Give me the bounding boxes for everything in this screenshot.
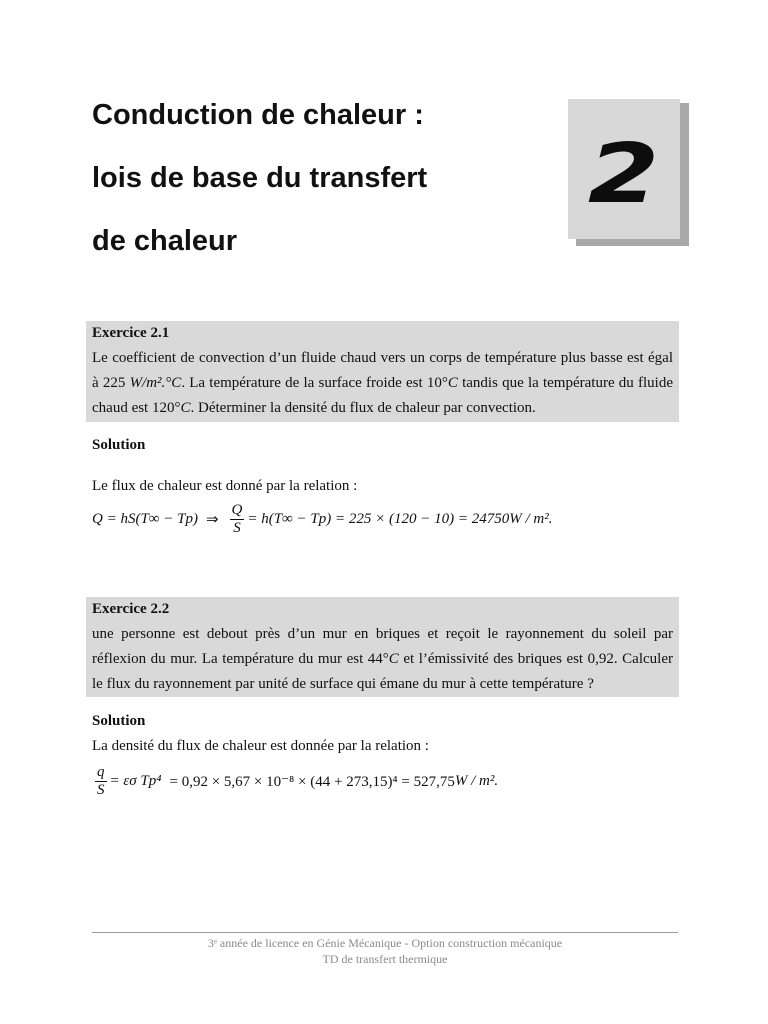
chapter-title-line-1: Conduction de chaleur : — [92, 99, 424, 131]
page-footer — [92, 935, 678, 967]
equation-right: = 0,92 × 5,67 × 10⁻⁸ × (44 + 273,15)⁴ = 527,75 — [169, 774, 455, 790]
chapter-title — [92, 84, 552, 273]
exercise-2-2-box — [86, 597, 679, 697]
exercise-2-1-title: Exercice 2.1 — [92, 325, 170, 341]
exercise-2-1-box — [86, 321, 679, 422]
chapter-number-box — [568, 99, 680, 239]
solution-2-title: Solution — [92, 713, 146, 729]
equation-left: Q = hS(T∞ − Tp) — [92, 511, 198, 527]
exercise-2-2-text: une personne est debout près d’un mur en briques et reçoit le rayonnement du soleil par réflexion du mur. La température du mur est 44°C et l’émissivité des briques est 0,92. Calculer le flux du rayonnement par unité de surface qui émane du mur à cette température ? — [92, 626, 673, 692]
equation-unit: W / m². — [454, 773, 499, 789]
solution-1-equation — [92, 502, 552, 537]
fraction-q-over-s-small: $\frac{q}{S}$ — [97, 764, 105, 798]
exercise-2-2-title: Exercice 2.2 — [92, 601, 170, 617]
chapter-number: 2 — [588, 126, 660, 222]
equation-unit: W / m². — [509, 511, 553, 527]
implies-symbol: ⇒ — [205, 512, 219, 528]
fraction-q-over-s: $\frac{Q}{S}$ — [231, 502, 243, 536]
equation-right: = h(T∞ − Tp) = 225 × (120 − 10) = 24750 — [247, 511, 510, 527]
chapter-title-line-2: lois de base du transfert — [92, 162, 428, 194]
equation-mid: = εσ Tp⁴ — [109, 773, 162, 789]
solution-2-equation — [92, 764, 498, 799]
footer-line-2: TD de transfert thermique — [322, 952, 448, 966]
chapter-title-line-3: de chaleur — [92, 225, 238, 257]
solution-2-intro: La densité du flux de chaleur est donnée par la relation : — [92, 738, 429, 754]
solution-1-intro: Le flux de chaleur est donné par la relation : — [92, 478, 358, 494]
exercise-2-1-text: Le coefficient de convection d’un fluide chaud vers un corps de température plus basse est égal à 225 W/m².°C. La température de la surface froide est 10°C tandis que la température du fluide chaud est 120°C. Déterminer la densité du flux de chaleur par convection. — [92, 350, 673, 416]
footer-divider — [92, 932, 678, 933]
solution-1-title: Solution — [92, 437, 146, 453]
footer-line-1: 3ᵉ année de licence en Génie Mécanique - Option construction mécanique — [207, 936, 563, 950]
